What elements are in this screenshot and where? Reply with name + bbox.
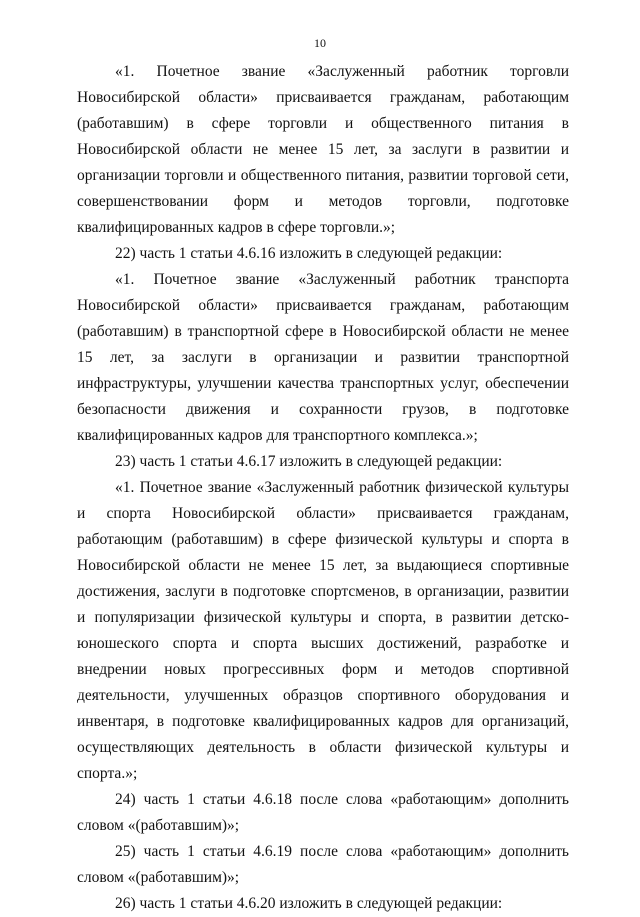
paragraph-item-25: 25) часть 1 статьи 4.6.19 после слова «работающим» дополнить словом «(работавшим)»; <box>77 843 569 886</box>
paragraph-item-24: 24) часть 1 статьи 4.6.18 после слова «работающим» дополнить словом «(работавшим)»; <box>77 791 569 834</box>
page-number: 10 <box>314 36 326 50</box>
document-body <box>77 59 569 917</box>
paragraph-trade-title: «1. Почетное звание «Заслуженный работник торговли Новосибирской области» присваивается гражданам, работающим (работавшим) в сфере торговли и общественного питания в Новосибирской области не менее 15 лет, за заслуги в развитии и организации торговли и общественного питания, развитии торговой сети, совершенствовании форм и методов торговли, подготовке квалифицированных кадров в сфере торговли.»; <box>77 63 569 236</box>
paragraph-item-26: 26) часть 1 статьи 4.6.20 изложить в следующей редакции: <box>115 895 503 912</box>
paragraph-item-23: 23) часть 1 статьи 4.6.17 изложить в следующей редакции: <box>115 453 503 470</box>
paragraph-item-22: 22) часть 1 статьи 4.6.16 изложить в следующей редакции: <box>115 245 503 262</box>
paragraph-transport-title: «1. Почетное звание «Заслуженный работник транспорта Новосибирской области» присваивается гражданам, работающим (работавшим) в транспортной сфере в Новосибирской области не менее 15 лет, за заслуги в организации и развитии транспортной инфраструктуры, улучшении качества транспортных услуг, обеспечении безопасности движения и сохранности грузов, в подготовке квалифицированных кадров для транспортного комплекса.»; <box>77 271 569 444</box>
paragraph-sport-title: «1. Почетное звание «Заслуженный работник физической культуры и спорта Новосибирской области» присваивается гражданам, работающим (работавшим) в сфере физической культуры и спорта в Новосибирской области не менее 15 лет, за выдающиеся спортивные достижения, заслуги в подготовке спортсменов, в организации, развитии и популяризации физической культуры и спорта, в развитии детско-юношеского спорта и спорта высших достижений, разработке и внедрении новых прогрессивных форм и методов спортивной деятельности, улучшенных образцов спортивного оборудования и инвентаря, в подготовке квалифицированных кадров для организаций, осуществляющих деятельность в области физической культуры и спорта.»; <box>77 479 569 782</box>
